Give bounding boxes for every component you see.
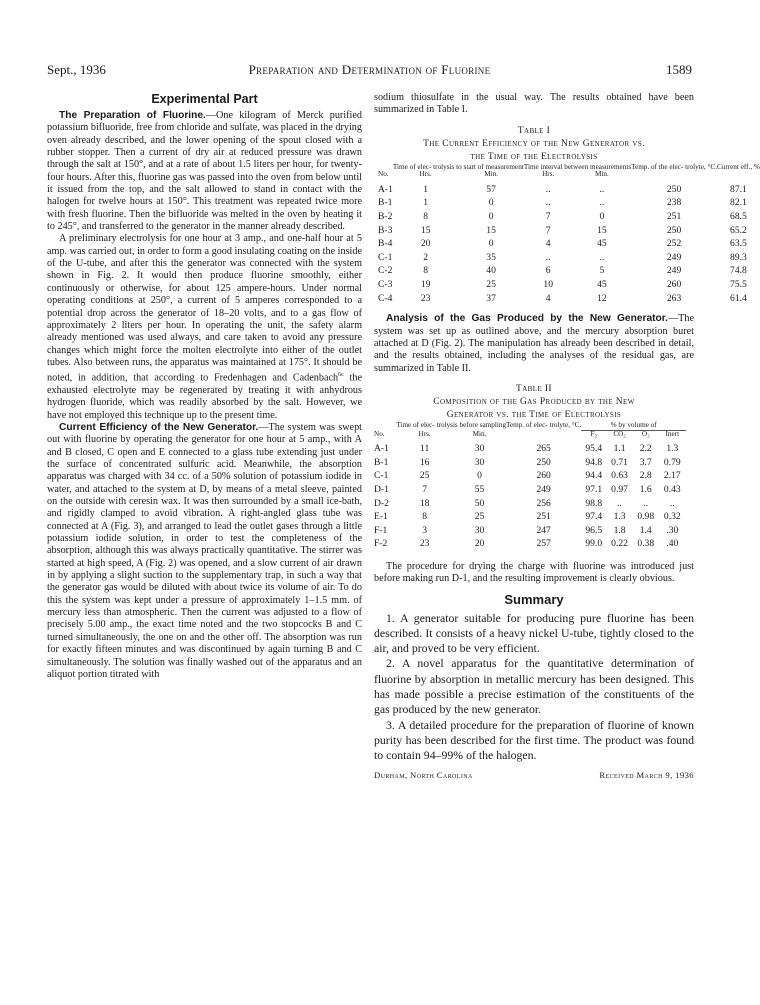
table-cell: 238 [666,197,682,209]
table-row [378,196,760,210]
table-cell: 256 [536,497,551,509]
table-cell: 68.5 [730,211,747,223]
table-cell: 2 [423,251,429,263]
table-cell: 0.43 [663,483,681,495]
table-cell: 0.22 [611,538,628,550]
summary-item: 1. A generator suitable for producing pure fluorine has been described. It consists of a heavy nickel U-tube, tightly closed to the air, and proved to be very efficient. [374,610,694,656]
table-row [374,497,686,511]
table-cell: 10 [543,279,553,291]
table-cell: 249 [536,483,551,495]
table-cell: 98.8 [585,497,603,509]
table-cell: 20 [474,538,485,550]
t1-header-interval: Time interval between measurements [523,162,632,171]
table-cell: 247 [536,524,551,536]
table-cell: 11 [420,443,430,455]
table-cell: 89.3 [730,251,747,263]
t1-header-temp: Temp. of the elec- trolyte, °C. [631,162,717,171]
row-id-cell: C-3 [378,279,393,291]
table-cell: 25 [486,279,496,291]
table-cell: 35 [486,251,496,263]
row-id-cell: E-1 [374,511,388,523]
table-cell: .. [599,251,605,263]
table-1-label: Table I [517,125,551,136]
t1-header-time-start: Time of elec- trolysis to start of measurement [392,162,524,171]
table-cell: 8 [422,511,428,523]
table-row [374,483,686,497]
section-heading-experimental: Experimental Part [151,92,258,106]
table-cell: 1.8 [613,524,626,536]
table-cell: 87.1 [730,183,747,195]
table-cell: 8 [423,265,429,277]
signature-line [374,770,694,780]
table-cell: 15 [486,224,496,236]
paragraph-preparation: The Preparation of Fluorine.—One kilogram of Merck purified potassium bifluoride, free from chloride and sulfate, was placed in the drying oven already described, and the lower opening of the spout closed with a rubber stopper. Then a current of dry air at reduced pressure was drawn through the salt at 150°, and at a rate of about 1.5 liters per hour, for twenty-four hours. After this, fluorine gas was passed into the oven from below until it issued from the top, and the salt allowed to stand in contact with the halogen for twelve hours at 150°. This treatment was repeated twice more with fresh fluorine. Then the bifluoride was melted in the oven by heating it to 245°, and transferred to the generator in the manner already described. [47,110,362,233]
table-cell: 1.4 [639,524,652,536]
table-cell: 50 [474,497,485,509]
table-cell: 99.0 [585,538,603,550]
table-cell: 0.79 [663,456,681,468]
table-cell: 30 [474,524,485,536]
table-cell: 23 [420,292,431,304]
table-cell: .. [669,497,675,509]
table-cell: 82.1 [730,197,747,209]
table-cell: 7 [422,483,428,495]
table-cell: 95.4 [585,443,603,455]
table-cell: 19 [420,279,431,291]
row-id-cell: D-2 [374,497,389,509]
table-cell: 37 [486,292,496,304]
table-cell: 0.32 [663,511,681,523]
table-cell: 0.97 [611,483,628,495]
table-cell: 7 [545,211,551,223]
table-cell: 2.8 [639,470,652,482]
table-cell: 251 [666,211,682,223]
table-2-grid: Time of elec- trolysis before sampling Temp. of elec- trolyte, °C. % by volume of No. Hrs. Min. F₂ CO₂ O₂ Inert A-1 11 30 265 95.4 1.1 2.2 1.3 B-1 16 30 250 94.8 0.71 3.7 0.79 C-1 25 0 260 94.4 0.63 2.8 2.17 D-1 7 55 249 97.1 0.97 1.6 0.43 D-2 18 50 256 98.8 .. .. .. E-1 8 25 251 97.4 1.3 0.98 0.32 F-1 3 30 247 96.5 1.8 1.4 .30 F-2 23 20 257 99.0 0.22 0.38 .40 [374,422,686,551]
table-cell: 4 [545,292,551,304]
table-cell: 250 [666,224,682,236]
table-cell: 0.38 [637,538,655,550]
table-cell: 40 [486,265,496,277]
summary-item: 3. A detailed procedure for the preparation of fluorine of known purity has been described for the first time. The product was found to contain 94–99% of the halogen. [374,717,694,763]
table-cell: 5 [599,265,605,277]
table-cell: 63.5 [730,238,747,250]
table-cell: 1.1 [613,443,626,455]
table-row [374,537,686,551]
table-row [378,251,760,265]
table-1-title-line2: the Time of the Electrolysis [470,151,598,162]
row-id-cell: A-1 [374,443,389,455]
row-id-cell: F-2 [374,538,388,550]
table-cell: 263 [666,292,682,304]
table-2-title-line1: Composition of the Gas Produced by the New [433,396,635,407]
table-cell: 1 [423,197,429,209]
table-cell: 6 [545,265,551,277]
table-cell: 0 [488,211,494,223]
table-cell: .. [545,183,551,195]
row-id-cell: D-1 [374,483,389,495]
row-id-cell: B-1 [374,456,389,468]
table-1-title-line1: The Current Efficiency of the New Generator vs. [423,138,645,149]
table-cell: 0 [488,197,494,209]
row-id-cell: C-1 [374,470,389,482]
table-cell: .. [617,497,622,509]
table-cell: .. [545,251,551,263]
table-cell: 45 [597,238,607,250]
table-cell: .40 [666,538,679,550]
table-row [378,181,760,197]
t2-header-time: Time of elec- trolysis before sampling [396,421,507,430]
table-cell: 250 [666,183,682,195]
table-cell: 94.8 [585,456,603,468]
table-row [374,440,686,456]
paragraph-electrolysis: A preliminary electrolysis for one hour at 3 amp., and one-half hour at 5 amp. was carried out, in order to form a good insulating coating on the inside of the U-tube, and after this the generator was connected with the system shown in Fig. 2. It would then produce fluorine smoothly, either continuously or otherwise, for about 125 ampere-hours. Under normal operating conditions at 250°, a current of 5 amperes corresponded to a potential drop across the generator of 18–20 volts, and to a gas flow of approximately 2 liters per hour. In operating the unit, the safety alarm already mentioned was used always, and care taken to avoid any pressure changes which might force the molten electrolyte into either of the outlet tubes. Also between runs, the apparatus was maintained at 175°. It should be noted, in addition, that according to Fredenhagen and Cadenbach$^{6c}$ the exhausted electrolyte may be regenerated by treating it with anhydrous hydrogen fluoride, which was readily absorbed by the salt. However, we have not employed this technique up to the present time. [47,233,362,421]
table-cell: 94.4 [585,470,603,482]
table-cell: .30 [666,524,679,536]
table-cell: 1.6 [639,483,652,495]
table-cell: 260 [666,279,682,291]
t2-header-temp: Temp. of elec- trolyte, °C. [506,421,582,430]
table-cell: 74.8 [730,265,747,277]
table-cell: 1.3 [613,511,626,523]
table-cell: 4 [545,238,551,250]
table-row [378,224,760,238]
row-id-cell: F-1 [374,524,388,536]
table-cell: 30 [474,443,485,455]
row-id-cell: C-2 [378,265,393,277]
table-row [378,278,760,292]
footnote-ref: 6c [338,372,344,379]
table-cell: 0 [488,238,494,250]
row-id-cell: B-1 [378,197,393,209]
table-cell: 249 [666,265,682,277]
table-row [378,264,760,278]
received-date: Received March 9, 1936 [599,769,694,780]
table-1 [374,125,760,306]
table-row [374,524,686,538]
table-cell: 0.98 [637,511,655,523]
table-cell: .. [545,197,551,209]
table-cell: 252 [666,238,682,250]
table-cell: 3.7 [639,456,652,468]
table-cell: 265 [536,443,551,455]
table-cell: 18 [419,497,430,509]
table-cell: 57 [486,183,496,195]
table-cell: 12 [597,292,607,304]
row-id-cell: A-1 [378,183,393,195]
table-cell: 61.4 [730,292,747,304]
run-in-heading-preparation: The Preparation of Fluorine. [59,110,206,121]
table-cell: 65.2 [730,224,747,236]
table-cell: 249 [666,251,682,263]
table-cell: 97.1 [585,483,603,495]
row-id-cell: B-3 [378,224,393,236]
table-cell: 2.17 [663,470,681,482]
table-row [374,469,686,483]
run-in-heading-efficiency: Current Efficiency of the New Generator. [59,421,259,433]
table-cell: 45 [597,279,607,291]
table-cell: 75.5 [730,279,747,291]
table-2-label: Table II [516,383,552,394]
row-id-cell: B-2 [378,211,393,223]
header-title: Preparation and Determination of Fluorine [248,62,491,77]
row-id-cell: B-4 [378,238,393,250]
table-cell: 0 [477,470,482,482]
table-cell: .. [599,183,605,195]
run-in-heading-analysis: Analysis of the Gas Produced by the New Generator. [386,313,668,325]
paragraph-continued: sodium thiosulfate in the usual way. The results obtained have been summarized in Table I. [374,92,694,116]
table-cell: 250 [536,456,551,468]
paragraph-after-table: The procedure for drying the charge with fluorine was introduced just before making run D-1, and the resulting improvement is clearly obvious. [374,560,694,585]
table-cell: 8 [423,211,429,223]
t2-header-volume: % by volume of [581,422,686,430]
table-cell: 1.3 [666,443,679,455]
table-row [378,237,760,251]
header-date: Sept., 1936 [47,62,106,77]
table-2 [374,383,694,551]
summary-item: 2. A novel apparatus for the quantitative determination of fluorine by absorption in metallic mercury has been designed. This has made possible a precise estimation of the constituents of the gas produced by the new generator. [374,656,694,717]
table-cell: .. [599,197,605,209]
table-cell: 15 [420,224,431,236]
right-column [374,92,760,780]
table-cell: 55 [474,483,485,495]
table-cell: 20 [420,238,431,250]
table-row [374,456,686,470]
table-cell: 25 [474,511,485,523]
table-1-grid: Time of elec- trolysis to start of measurement Time interval between measurements Temp. of the elec- trolyte, °C. Current eff., % No. Hrs. Min. Hrs. Min. A-1 1 57 .. .. 250 87.1 B-1 1 0 .. .. 238 82.1 B-2 8 0 7 0 251 68.5 B-3 15 15 7 15 250 65.2 B-4 20 0 4 45 252 63.5 C-1 2 35 .. .. 249 89.3 C-2 8 40 6 5 249 74.8 C-3 19 25 10 45 260 75.5 C-4 23 37 4 12 263 61.4 [378,162,760,304]
table-cell: 25 [419,470,430,482]
table-cell: 2.2 [639,443,652,455]
table-cell: 97.4 [585,511,603,523]
row-id-cell: C-1 [378,251,393,263]
table-cell: 260 [536,470,551,482]
section-heading-summary: Summary [504,591,564,607]
t1-header-no: No. [378,170,389,179]
table-cell: 96.5 [585,524,603,536]
table-row [378,292,760,306]
table-2-title-line2: Generator vs. the Time of Electrolysis [446,409,622,420]
row-id-cell: C-4 [378,292,393,304]
table-cell: 23 [419,538,430,550]
location: Durham, North Carolina [374,769,473,780]
table-row [378,210,760,224]
table-cell: 0 [599,211,605,223]
t2-header-no: No. [374,429,385,438]
table-cell: 1 [423,183,429,195]
table-cell: 0.63 [611,470,628,482]
table-cell: 15 [597,224,607,236]
page-number: 1589 [666,62,692,77]
paragraph-analysis: Analysis of the Gas Produced by the New Generator.—The system was set up as outlined above, and the mercury absorption buret attached at D (Fig. 2). The manipulation has already been described in detail, and the results obtained, including the analyses of the residual gas, are summarized in Table II. [374,313,694,374]
table-cell: 16 [419,456,430,468]
table-cell: 0.71 [611,456,628,468]
table-row [374,510,686,524]
paragraph-current-efficiency: Current Efficiency of the New Generator.—The system was swept out with fluorine by operating the generator for one hour at 5 amp., with A and B closed, C open and E connected to a glass tube extending just under the surface of concentrated sulfuric acid. Meanwhile, the absorption apparatus was charged with 34 cc. of a 50% solution of potassium iodide in water, and attached to the system at D, by means of a metal sleeve, painted on the outside with ceresin wax. It was then surrounded by a small ice-bath, and rigidly clamped to avoid vibration. A right-angled glass tube was connected at A (Fig. 3), and arranged to lead the outlet gases through a little potassium iodide solution, in order to test the completeness of the absorption, although this was always practically quantitative. The stirrer was started at high speed, A (Fig. 2) was opened, and a slow current of air drawn in by applying a slight suction to the supplementary trap, in such a way that the generator gas would be diluted with about twice its volume of air. To do this the system was kept under a pressure of approximately 1–1.5 mm. of mercury less than atmospheric. Then the current was adjusted to a flow of precisely 5.00 amp., the exact time noted and the two stopcocks B and C turned simultaneously, the one on and the other off. The absorption was run for exactly fifteen minutes and was discontinued by again turning B and C simultaneously. The solution was finally washed out of the apparatus and an aliquot portion titrated with [47,421,363,680]
table-cell: 3 [422,524,428,536]
summary-list [374,611,694,764]
table-cell: 7 [545,224,551,236]
table-cell: .. [643,497,649,509]
table-cell: 257 [536,538,551,550]
t1-header-eff: Current eff., % [716,162,760,171]
left-column [47,92,362,681]
table-cell: 251 [536,511,551,523]
table-cell: 30 [474,456,485,468]
